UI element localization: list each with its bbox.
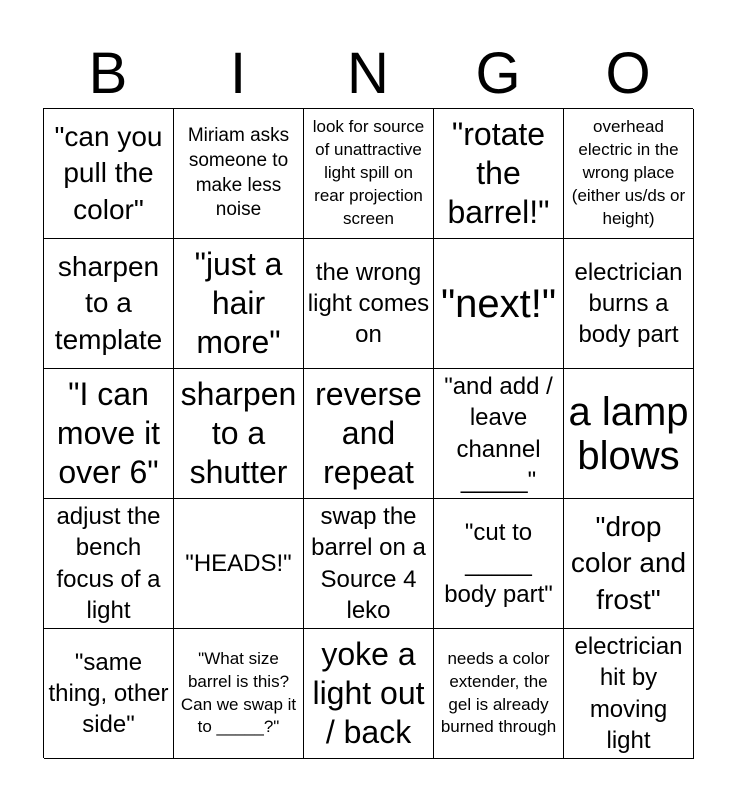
- header-letter-n: N: [347, 41, 389, 106]
- bingo-cell[interactable]: "same thing, other side": [44, 629, 174, 759]
- bingo-cell[interactable]: "can you pull the color": [44, 109, 174, 239]
- bingo-cell[interactable]: "I can move it over 6": [44, 369, 174, 499]
- bingo-cell[interactable]: "drop color and frost": [564, 499, 694, 629]
- bingo-header: [43, 40, 693, 108]
- bingo-cell[interactable]: adjust the bench focus of a light: [44, 499, 174, 629]
- bingo-cell[interactable]: electrician burns a body part: [564, 239, 694, 369]
- bingo-cell[interactable]: swap the barrel on a Source 4 leko: [304, 499, 434, 629]
- header-letter-g: G: [475, 41, 521, 106]
- bingo-cell[interactable]: "What size barrel is this? Can we swap it to _____?": [174, 629, 304, 759]
- bingo-cell[interactable]: electrician hit by moving light: [564, 629, 694, 759]
- bingo-cell[interactable]: needs a color extender, the gel is already burned through: [434, 629, 564, 759]
- bingo-cell[interactable]: "cut to _____ body part": [434, 499, 564, 629]
- bingo-cell[interactable]: sharpen to a template: [44, 239, 174, 369]
- bingo-cell[interactable]: "HEADS!": [174, 499, 304, 629]
- bingo-cell[interactable]: look for source of unattractive light spill on rear projection screen: [304, 109, 434, 239]
- bingo-cell[interactable]: overhead electric in the wrong place (either us/ds or height): [564, 109, 694, 239]
- header-letter-i: I: [229, 41, 247, 106]
- bingo-cell[interactable]: reverse and repeat: [304, 369, 434, 499]
- bingo-cell[interactable]: sharpen to a shutter: [174, 369, 304, 499]
- bingo-cell[interactable]: "and add / leave channel _____": [434, 369, 564, 499]
- header-letter-b: B: [88, 41, 128, 106]
- bingo-cell[interactable]: a lamp blows: [564, 369, 694, 499]
- bingo-board: [43, 108, 693, 758]
- bingo-cell[interactable]: "rotate the barrel!": [434, 109, 564, 239]
- bingo-cell[interactable]: the wrong light comes on: [304, 239, 434, 369]
- bingo-cell[interactable]: "just a hair more": [174, 239, 304, 369]
- header-letter-o: O: [605, 41, 651, 106]
- bingo-cell[interactable]: Miriam asks someone to make less noise: [174, 109, 304, 239]
- bingo-cell[interactable]: "next!": [434, 239, 564, 369]
- bingo-cell[interactable]: yoke a light out / back: [304, 629, 434, 759]
